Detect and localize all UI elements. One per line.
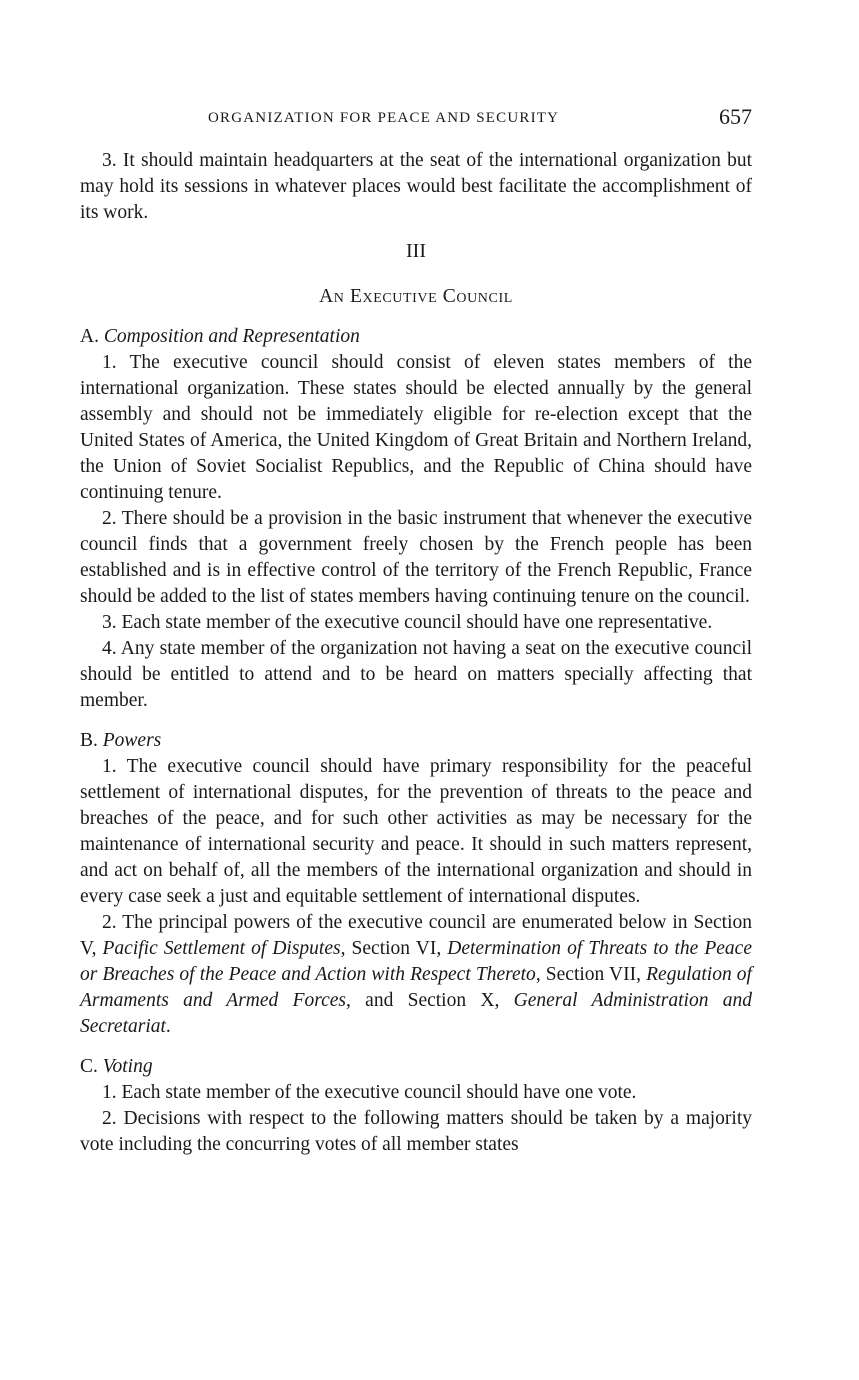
paragraph-a1: 1. The executive council should consist of eleven states members of the international organization. These states should be elected annually by the general assembly and should not be immediately eligible for re-election except that the United States of America, the United Kingdom of Great Britain and Northern Ireland, the Union of Soviet Socialist Republics, and the Republic of China should have continuing tenure. xyxy=(80,352,752,503)
subsection-b-heading xyxy=(80,728,752,754)
paragraph-b2 xyxy=(80,910,752,1040)
subsection-b-title: Powers xyxy=(102,730,162,751)
b2-text-4: , and Section X, xyxy=(346,990,514,1011)
b2-ref-section-v: Pacific Settlement of Disputes xyxy=(102,938,341,959)
paragraph-c2: 2. Decisions with respect to the following matters should be taken by a majority vote including the concurring votes of all member states xyxy=(80,1108,752,1155)
paragraph-b1: 1. The executive council should have primary responsibility for the peaceful settlement of international disputes, for the prevention of threats to the peace and breaches of the peace, and for such other activities as may be necessary for the maintenance of international security and peace. It should in such matters represent, and act on behalf of, all the members of the international organization and should in every case seek a just and equitable settlement of international disputes. xyxy=(80,756,752,907)
paragraph-c1: 1. Each state member of the executive council should have one vote. xyxy=(102,1082,637,1103)
b2-ref-section-x: General Administration and Secretariat xyxy=(80,990,753,1037)
page-body xyxy=(80,148,752,1158)
paragraph-a2: 2. There should be a provision in the basic instrument that whenever the executive council finds that a government freely chosen by the French people has been established and is in effective control of the territory of the French Republic, France should be added to the list of states members having continuing tenure on the council. xyxy=(80,508,752,607)
paragraph-a4: 4. Any state member of the organization not having a seat on the executive council should be entitled to attend and to be heard on matters specially affecting that member. xyxy=(80,638,752,711)
b2-text-2: , Section VI, xyxy=(340,938,448,959)
subsection-a-letter: A. xyxy=(80,326,99,347)
page-number: 657 xyxy=(719,104,752,129)
b2-text-1: 2. The principal powers of the executive council are enumerated below in Section V, xyxy=(80,912,752,959)
subsection-a-title: Composition and Representation xyxy=(103,326,360,347)
subsection-c-title: Voting xyxy=(102,1056,153,1077)
subsection-c-letter: C. xyxy=(80,1056,98,1077)
b2-ref-section-vii: Regulation of Armaments and Armed Forces xyxy=(80,964,752,1011)
section-title: An Executive Council xyxy=(319,286,513,307)
b2-text-5: . xyxy=(165,1016,171,1037)
page-header xyxy=(80,104,752,134)
subsection-c-heading xyxy=(80,1054,752,1080)
paragraph-headquarters: 3. It should maintain headquarters at the seat of the international organization but may hold its sessions in whatever places would best facilitate the accomplishment of its work. xyxy=(80,150,752,223)
running-title: ORGANIZATION FOR PEACE AND SECURITY xyxy=(208,110,560,126)
b2-ref-section-vi: Determination of Threats to the Peace or Breaches of the Peace and Action with Respect Thereto xyxy=(80,938,752,985)
paragraph-a3: 3. Each state member of the executive council should have one representative. xyxy=(102,612,713,633)
subsection-a-heading xyxy=(80,324,752,350)
section-number: III xyxy=(406,240,426,262)
subsection-b-letter: B. xyxy=(80,730,98,751)
b2-text-3: , Section VII, xyxy=(535,964,647,985)
